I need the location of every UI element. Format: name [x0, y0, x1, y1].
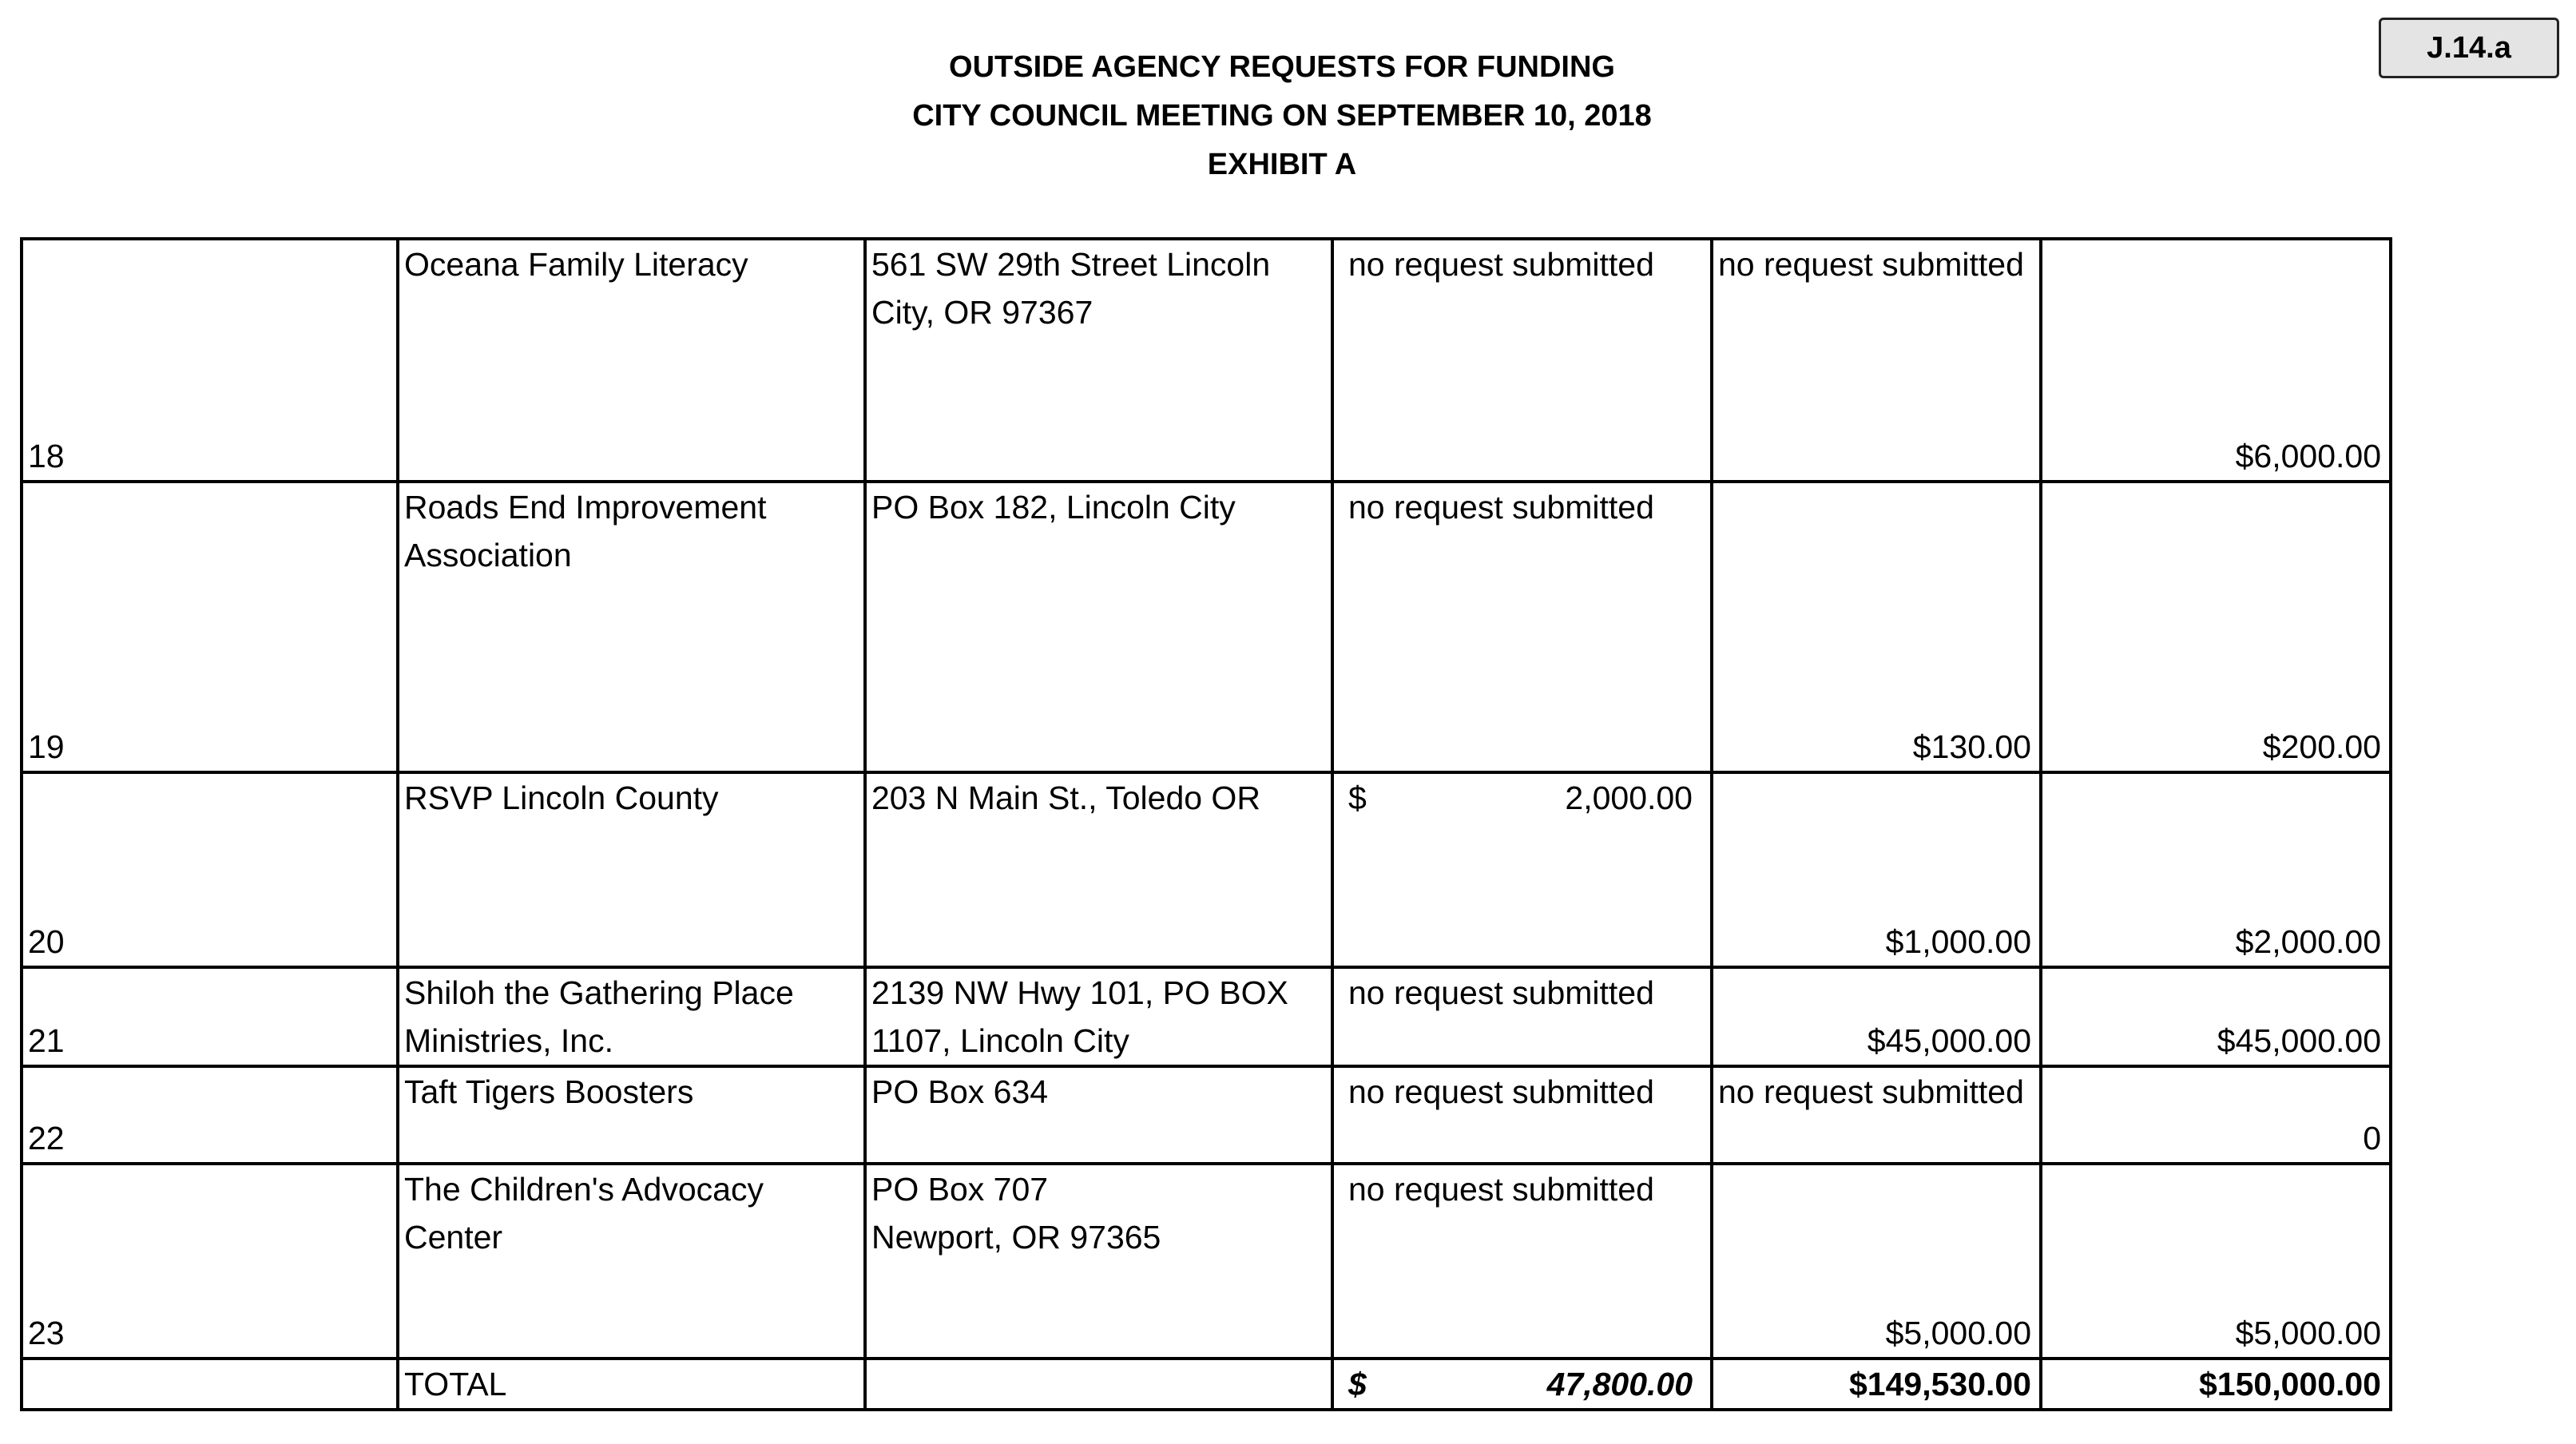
total-amount: $150,000.00: [2041, 1359, 2391, 1410]
prior-amount-cell: $45,000.00: [1712, 967, 2041, 1066]
request-cell: no request submitted: [1332, 1164, 1712, 1359]
currency-symbol: $: [1348, 780, 1367, 816]
amount-cell: $200.00: [2041, 482, 2391, 772]
agency-name: RSVP Lincoln County: [398, 772, 865, 967]
address-line-2: Newport, OR 97365: [871, 1219, 1161, 1256]
row-number: 22: [22, 1066, 398, 1164]
table-row: [22, 967, 2391, 1066]
table-row: [22, 1066, 2391, 1164]
request-cell: no request submitted: [1332, 239, 1712, 482]
request-amount: [1348, 774, 1702, 822]
row-number: 23: [22, 1164, 398, 1359]
amount-cell: $5,000.00: [2041, 1164, 2391, 1359]
row-number: 19: [22, 482, 398, 772]
exhibit-label: EXHIBIT A: [1207, 148, 1357, 181]
prior-amount-cell: $1,000.00: [1712, 772, 2041, 967]
agency-address: [865, 1164, 1332, 1359]
prior-amount-cell: $130.00: [1712, 482, 2041, 772]
agency-address: 2139 NW Hwy 101, PO BOX 1107, Lincoln City: [865, 967, 1332, 1066]
request-cell: no request submitted: [1332, 1066, 1712, 1164]
amount-cell: 0: [2041, 1066, 2391, 1164]
agency-address: 561 SW 29th Street Lincoln City, OR 97367: [865, 239, 1332, 482]
total-currency-symbol: $: [1348, 1366, 1367, 1402]
amount-cell: $2,000.00: [2041, 772, 2391, 967]
row-number: 20: [22, 772, 398, 967]
table-row: [22, 1164, 2391, 1359]
request-cell: no request submitted: [1332, 482, 1712, 772]
address-line-1: PO Box 707: [871, 1171, 1049, 1208]
funding-table: [20, 237, 2392, 1411]
amount-cell: $45,000.00: [2041, 967, 2391, 1066]
total-request-cell: [1332, 1359, 1712, 1410]
total-row: [22, 1359, 2391, 1410]
total-prior-amount: $149,530.00: [1712, 1359, 2041, 1410]
meeting-line: CITY COUNCIL MEETING ON SEPTEMBER 10, 2018: [912, 99, 1652, 133]
exhibit-tag: J.14.a: [2379, 18, 2559, 78]
agency-name: Oceana Family Literacy: [398, 239, 865, 482]
row-number: 21: [22, 967, 398, 1066]
total-request-amount: [1348, 1360, 1702, 1408]
request-cell: no request submitted: [1332, 967, 1712, 1066]
table-row: [22, 482, 2391, 772]
amount-cell: $6,000.00: [2041, 239, 2391, 482]
request-value: 2,000.00: [1565, 780, 1693, 816]
total-row-number: [22, 1359, 398, 1410]
table-row: [22, 772, 2391, 967]
agency-name: Taft Tigers Boosters: [398, 1066, 865, 1164]
prior-amount-cell: no request submitted: [1712, 239, 2041, 482]
document-title: OUTSIDE AGENCY REQUESTS FOR FUNDING: [949, 50, 1615, 84]
total-label: TOTAL: [398, 1359, 865, 1410]
request-cell: [1332, 772, 1712, 967]
table-row: [22, 239, 2391, 482]
row-number: 18: [22, 239, 398, 482]
agency-address: 203 N Main St., Toledo OR: [865, 772, 1332, 967]
agency-name: Roads End Improvement Association: [398, 482, 865, 772]
total-request-value: 47,800.00: [1546, 1366, 1693, 1402]
agency-name: The Children's Advocacy Center: [398, 1164, 865, 1359]
agency-name: Shiloh the Gathering Place Ministries, Inc.: [398, 967, 865, 1066]
agency-address: PO Box 634: [865, 1066, 1332, 1164]
prior-amount-cell: no request submitted: [1712, 1066, 2041, 1164]
prior-amount-cell: $5,000.00: [1712, 1164, 2041, 1359]
agency-address: PO Box 182, Lincoln City: [865, 482, 1332, 772]
document-header: [0, 43, 2564, 189]
total-address-blank: [865, 1359, 1332, 1410]
